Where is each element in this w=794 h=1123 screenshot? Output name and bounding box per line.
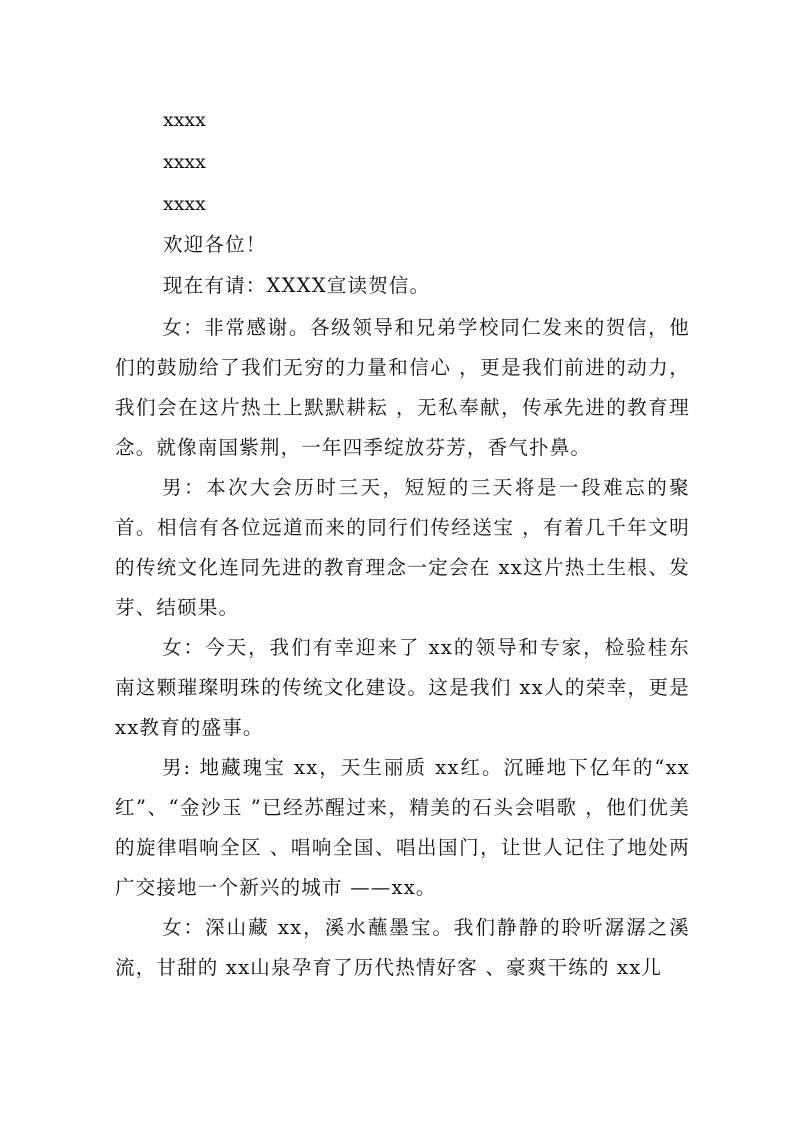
paragraph-3: 女：今天，我们有幸迎来了 xx的领导和专家，检验桂东南这颗璀璨明珠的传统文化建设。这是我们 xx人的荣幸，更是 xx教育的盛事。 [115, 636, 690, 739]
header-line-1: xxxx [163, 109, 206, 131]
paragraph-5: 女：深山藏 xx，溪水蘸墨宝。我们静静的聆听潺潺之溪流，甘甜的 xx山泉孕育了历代热情好客 、豪爽干练的 xx儿 [115, 916, 690, 979]
paragraph-2: 男：本次大会历时三天，短短的三天将是一段难忘的聚首。相信有各位远道而来的同行们传经送宝 ，有着几千年文明的传统文化连同先进的教育理念一定会在 xx这片热土生根、发芽、结硕果。 [115, 476, 690, 619]
paragraph-4: 男: 地藏瑰宝 xx，天生丽质 xx红。沉睡地下亿年的“xx红”、“金沙玉 ”已经苏醒过来，精美的石头会唱歌 ，他们优美的旋律唱响全区 、唱响全国、唱出国门，让世人记住了地处两广交接地一个新兴的城市 ——xx。 [115, 756, 690, 899]
paragraph-1: 女：非常感谢。各级领导和兄弟学校同仁发来的贺信，他们的鼓励给了我们无穷的力量和信心 ，更是我们前进的动力，我们会在这片热土上默默耕耘 ，无私奉献，传承先进的教育理念。就像南国紫荆，一年四季绽放芬芳，香气扑鼻。 [115, 316, 690, 459]
header-line-3: xxxx [163, 193, 206, 215]
header-line-2: xxxx [163, 151, 206, 173]
welcome-line: 欢迎各位！ [163, 233, 267, 256]
invite-line: 现在有请：XXXX宣读贺信。 [163, 274, 431, 297]
